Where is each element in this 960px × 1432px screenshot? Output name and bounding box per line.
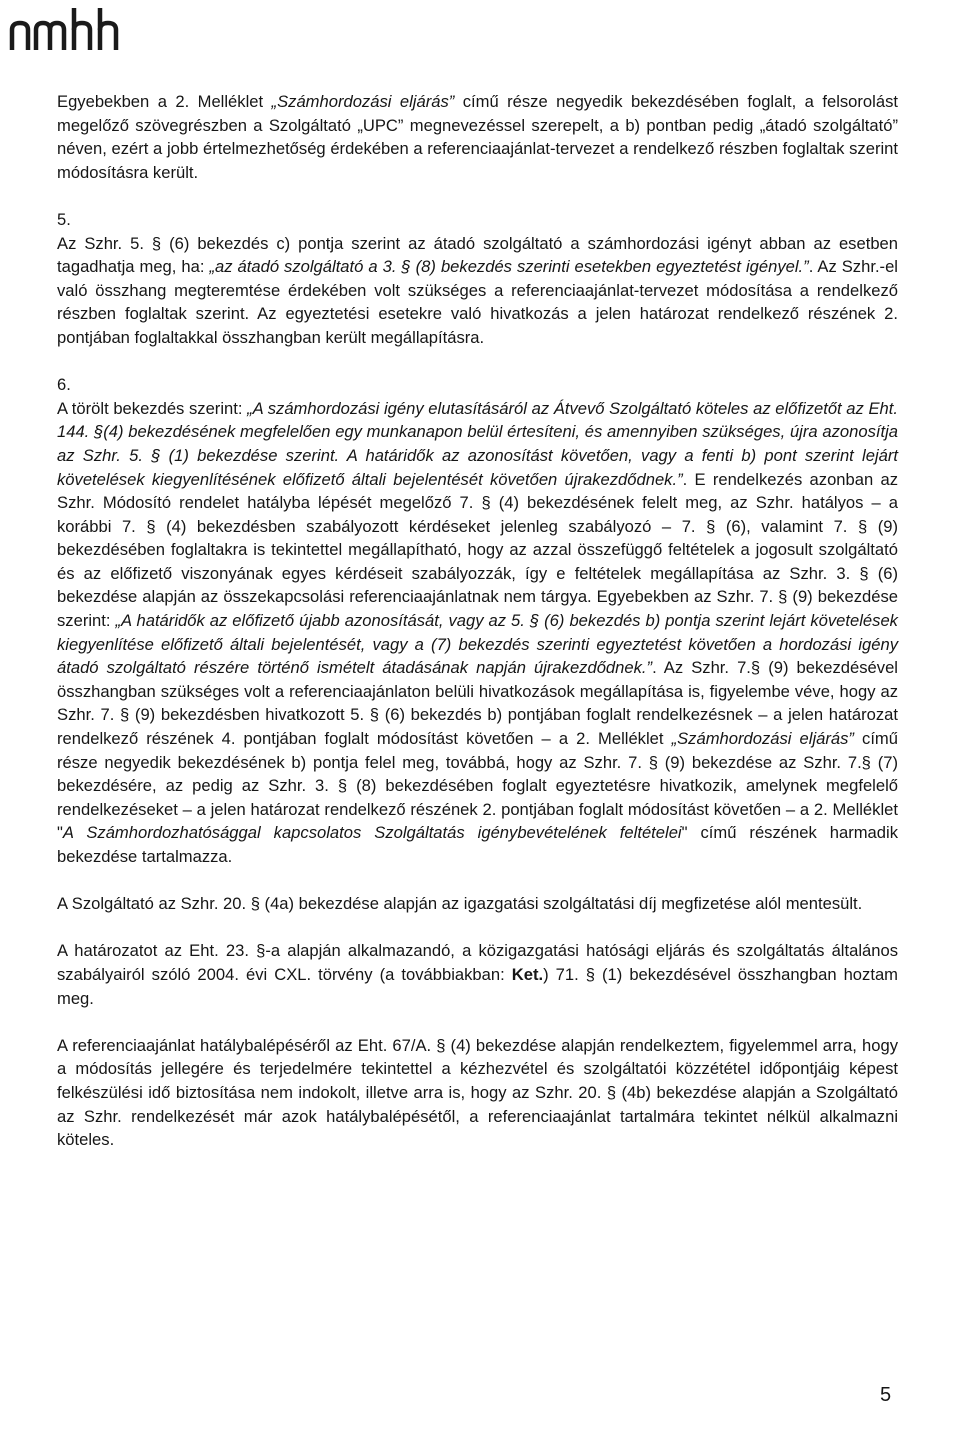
paragraph [57, 1034, 898, 1152]
text-segment: 6. [57, 375, 71, 395]
text-segment: " című részének harmadik bekezdése tartalmazza. [57, 823, 898, 866]
paragraph [57, 90, 898, 184]
bold-term: Ket. [511, 964, 544, 984]
page-number: 5 [880, 1384, 892, 1406]
text-segment: A határozatot az Eht. 23. §-a alapján alkalmazandó, a közigazgatási hatósági eljárás és szolgáltatás általános szabályairól szóló 2004. évi CXL. törvény (a továbbiakban: [57, 941, 898, 984]
text-segment: A törölt bekezdés szerint: [57, 398, 248, 418]
text-segment: ) 71. § (1) bekezdésével összhangban hoztam meg. [57, 964, 898, 1008]
italic-quote: „A számhordozási igény elutasításáról az Átvevő Szolgáltató köteles az előfizetőt az Eht. 144. §(4) bekezdésének megfelelően egy munkanapon belül értesíteni, és amennyiben szükséges, újra azonosítja az Szhr. 5. § (1) bekezdése szerint. A határidők az azonosítást követően, vagy a fenti b) pont szerint lejárt követelések kiegyenlítésének előfizető általi bejelentését követően újrakezdődnek.” [57, 398, 898, 489]
paragraph-gap [57, 350, 898, 374]
text-segment: . E rendelkezés azonban az Szhr. Módosító rendelet hatályba lépését megelőző 7. § (4) bekezdésének felelt meg, az Szhr. hatályos – a korábbi 7. § (4) bekezdésben szabályozott kérdéseket jelenleg szabályozó – 7. § (6), valamint 7. § (9) bekezdésében foglaltakra is tekintettel megállapítható, hogy az azzal összefüggő feltételek a jogosult szolgáltató és az előfizető viszonyának egyes kérdéseit szabályozzák, így e feltételek megállapítása az Szhr. 3. § (6) bekezdése alapján az összekapcsolási referenciaajánlatnak nem tárgya. Egyebekben az Szhr. 7. § (9) bekezdése szerint: [57, 469, 898, 631]
italic-quote: „Számhordozási eljárás” [671, 729, 854, 749]
paragraph-gap [57, 1010, 898, 1034]
text-segment: Az Szhr. 5. § (6) bekezdés c) pontja szerint az átadó szolgáltató a számhordozási igényt abban az esetben tagadhatja meg, ha: [57, 233, 898, 277]
text-segment: A Szolgáltató az Szhr. 20. § (4a) bekezdése alapján az igazgatási szolgáltatási díj megfizetése alól mentesült. [57, 894, 863, 914]
italic-quote: „az átadó szolgáltató a 3. § (8) bekezdés szerinti esetekben egyeztetést igényel.” [209, 257, 809, 277]
paragraph [57, 892, 898, 916]
text-segment: . Az Szhr.-el való összhang megteremtése érdekében volt szükséges a referenciaajánlat-tervezet módosítása a rendelkező részben foglaltak szerint. Az egyeztetési esetekre való hivatkozás a jelen határozat rendelkező részének 2. pontjában foglaltakkal összhangban került megállapításra. [57, 257, 898, 347]
italic-quote: A Számhordozhatósággal kapcsolatos Szolgáltatás igénybevételének feltételei [62, 823, 682, 843]
text-segment: 5. [57, 209, 71, 229]
paragraph [57, 397, 898, 869]
text-segment: Egyebekben a 2. Melléklet [57, 92, 272, 111]
paragraph-gap [57, 869, 898, 893]
paragraph [57, 939, 898, 1010]
document-body [57, 90, 898, 1152]
nmhh-logo [8, 4, 126, 54]
text-segment: című része negyedik bekezdésének b) pontja felel meg, továbbá, hogy az Szhr. 7. § (9) bekezdése az Szhr. 7.§ (7) bekezdésére, az pedig az Szhr. 3. § (8) bekezdésében foglalt egyeztetésre hivatkozik, amelynek megfelelő rendelkezéseket – a jelen határozat rendelkező részének 2. pontjában foglalt módosítást követően – a 2. Melléklet " [57, 729, 898, 843]
text-segment: című része negyedik bekezdésében foglalt, a felsorolást megelőző szövegrészben a Szolgáltató „UPC” megnevezéssel szerepelt, a b) pontban pedig „átadó szolgáltató” néven, ezért a jobb értelmezhetőség érdekében a referenciaajánlat-tervezet a rendelkező részben foglaltak szerint módosításra került. [57, 92, 898, 182]
paragraph [57, 232, 898, 350]
paragraph-gap [57, 916, 898, 940]
text-segment: A referenciaajánlat hatálybalépéséről az Eht. 67/A. § (4) bekezdése alapján rendelkeztem, figyelemmel arra, hogy a módosítás jellegére és terjedelmére tekintettel a kézhezvétel és szolgáltatói közzététel időpontjáig képest felkészülési idő biztosítása nem indokolt, illetve arra is, hogy az Szhr. 20. § (4b) bekezdése alapján a Szolgáltató az Szhr. rendelkezését már azok hatálybalépésétől, a referenciaajánlat tartalmára tekintet nélkül alkalmazni köteles. [57, 1035, 898, 1150]
section-number [57, 208, 898, 232]
italic-quote: „A határidők az előfizető újabb azonosítását, vagy az 5. § (6) bekezdés b) pontja szerint lejárt követelések kiegyenlítése előfizető általi bejelentését, vagy a (7) bekezdés szerinti egyeztetést követően a hordozási igény átadó szolgáltató részére történő ismételt átadásának napján újrakezdődnek.” [57, 611, 898, 678]
text-segment: . Az Szhr. 7.§ (9) bekezdésével összhangban szükséges volt a referenciaajánlaton belüli hivatkozások megállapítása is, figyelembe véve, hogy az Szhr. 7. § (9) bekezdésben hivatkozott 5. § (6) bekezdés b) pontjában foglalt rendelkezésnek – a jelen határozat rendelkező részének 4. pontjában foglalt módosítást követően – a 2. Melléklet [57, 658, 898, 749]
paragraph-gap [57, 184, 898, 208]
italic-quote: „Számhordozási eljárás” [271, 92, 455, 111]
section-number [57, 373, 898, 397]
nmhh-logo-mark [8, 4, 126, 54]
